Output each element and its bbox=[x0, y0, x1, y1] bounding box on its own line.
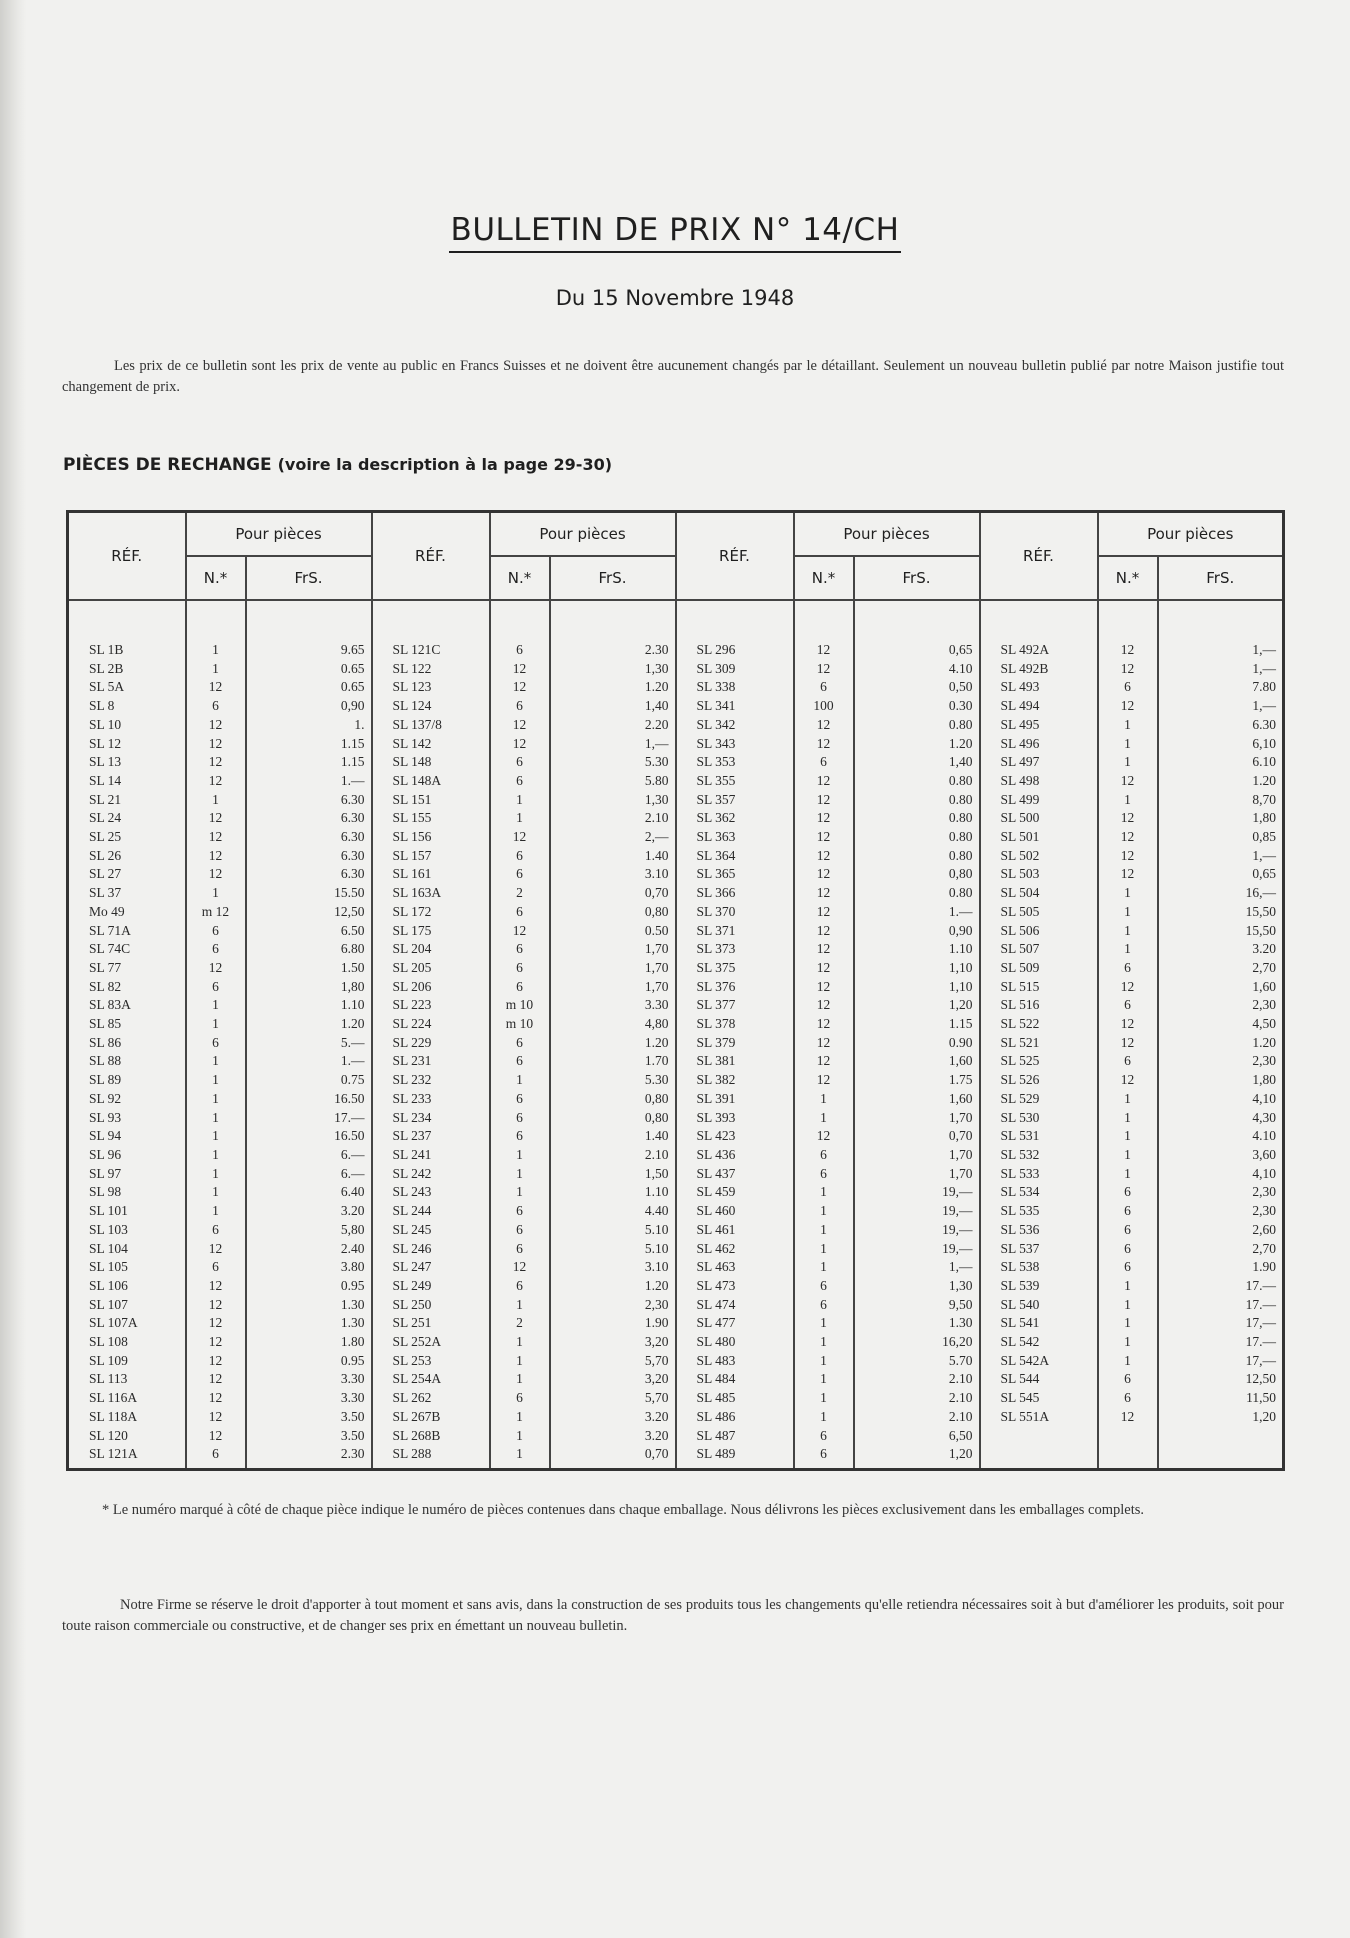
price-column-1: 9.65 0.65 0.65 0,90 1. 1.15 1.15 1.— 6.30 6.30 6.30 6.30 6.30 15.50 12,50 6.50 6.80 1.50 1,80 1.10 1.20 5.— 1.— 0.75 16.50 17.— 16.50 6.— 6.— 6.40 3.20 5,80 2.40 3.80 0.95 1.30 1.30 1.80 0.95 3.30 3.30 3.50 3.50 2.30 bbox=[246, 600, 372, 1469]
qty-column-3: 12 12 6 100 12 12 6 12 12 12 12 12 12 12 12 12 12 12 12 12 12 12 12 12 1 1 12 6 6 1 1 1 1 1 6 6 1 1 1 1 1 1 6 6 bbox=[794, 600, 854, 1469]
ref-header: RÉF. bbox=[372, 512, 490, 601]
qty-column-1: 1 1 12 6 12 12 12 12 1 12 12 12 12 1 m 12 6 6 12 6 1 1 6 1 1 1 1 1 1 1 1 1 6 12 6 12 12 12 12 12 12 12 12 12 6 bbox=[186, 600, 246, 1469]
page-date: Du 15 Novembre 1948 bbox=[555, 286, 795, 310]
ref-header: RÉF. bbox=[68, 512, 186, 601]
price-header: FrS. bbox=[246, 556, 372, 600]
section-title: PIÈCES DE RECHANGE bbox=[63, 455, 272, 475]
qty-column-2: 6 12 12 6 12 12 6 6 1 1 12 6 6 2 6 12 6 6 6 m 10 m 10 6 6 1 6 6 6 1 1 1 6 6 6 12 6 1 2 1 1 1 6 1 1 1 bbox=[490, 600, 550, 1469]
price-column-3: 0,65 4.10 0,50 0.30 0.80 1.20 1,40 0.80 0.80 0.80 0.80 0.80 0,80 0.80 1.— 0,90 1.10 1,10 1,10 1,20 1.15 0.90 1,60 1.75 1,60 1,70 0,70 1,70 1,70 19,— 19,— 19,— 19,— 1,— 1,30 9,50 1.30 16,20 5.70 2.10 2.10 2.10 6,50 1,20 bbox=[854, 600, 980, 1469]
ref-column-2: SL 121C SL 122 SL 123 SL 124 SL 137/8 SL 142 SL 148 SL 148A SL 151 SL 155 SL 156 SL 157 SL 161 SL 163A SL 172 SL 175 SL 204 SL 205 SL 206 SL 223 SL 224 SL 229 SL 231 SL 232 SL 233 SL 234 SL 237 SL 241 SL 242 SL 243 SL 244 SL 245 SL 246 SL 247 SL 249 SL 250 SL 251 SL 252A SL 253 SL 254A SL 262 SL 267B SL 268B SL 288 bbox=[372, 600, 490, 1469]
price-column-2: 2.30 1,30 1.20 1,40 2.20 1,— 5.30 5.80 1,30 2.10 2,— 1.40 3.10 0,70 0,80 0.50 1,70 1,70 1,70 3.30 4,80 1.20 1.70 5.30 0,80 0,80 1.40 2.10 1,50 1.10 4.40 5.10 5.10 3.10 1.20 2,30 1.90 3,20 5,70 3,20 5,70 3.20 3.20 0,70 bbox=[550, 600, 676, 1469]
ref-column-4: SL 492A SL 492B SL 493 SL 494 SL 495 SL 496 SL 497 SL 498 SL 499 SL 500 SL 501 SL 502 SL 503 SL 504 SL 505 SL 506 SL 507 SL 509 SL 515 SL 516 SL 522 SL 521 SL 525 SL 526 SL 529 SL 530 SL 531 SL 532 SL 533 SL 534 SL 535 SL 536 SL 537 SL 538 SL 539 SL 540 SL 541 SL 542 SL 542A SL 544 SL 545 SL 551A bbox=[980, 600, 1098, 1469]
qty-header: N.* bbox=[794, 556, 854, 600]
ref-header: RÉF. bbox=[676, 512, 794, 601]
section-heading bbox=[63, 455, 612, 475]
section-note: (voire la description à la page 29-30) bbox=[277, 455, 613, 474]
price-header: FrS. bbox=[550, 556, 676, 600]
ref-column-1: SL 1B SL 2B SL 5A SL 8 SL 10 SL 12 SL 13 SL 14 SL 21 SL 24 SL 25 SL 26 SL 27 SL 37 Mo 49 SL 71A SL 74C SL 77 SL 82 SL 83A SL 85 SL 86 SL 88 SL 89 SL 92 SL 93 SL 94 SL 96 SL 97 SL 98 SL 101 SL 103 SL 104 SL 105 SL 106 SL 107 SL 107A SL 108 SL 109 SL 113 SL 116A SL 118A SL 120 SL 121A bbox=[68, 600, 186, 1469]
ref-column-3: SL 296 SL 309 SL 338 SL 341 SL 342 SL 343 SL 353 SL 355 SL 357 SL 362 SL 363 SL 364 SL 365 SL 366 SL 370 SL 371 SL 373 SL 375 SL 376 SL 377 SL 378 SL 379 SL 381 SL 382 SL 391 SL 393 SL 423 SL 436 SL 437 SL 459 SL 460 SL 461 SL 462 SL 463 SL 473 SL 474 SL 477 SL 480 SL 483 SL 484 SL 485 SL 486 SL 487 SL 489 bbox=[676, 600, 794, 1469]
group-header: Pour pièces bbox=[490, 512, 676, 557]
price-header: FrS. bbox=[854, 556, 980, 600]
page-title: BULLETIN DE PRIX N° 14/CH bbox=[0, 212, 1350, 248]
qty-header: N.* bbox=[186, 556, 246, 600]
qty-column-4: 12 12 6 12 1 1 1 12 1 12 12 12 12 1 1 1 1 6 12 6 12 12 6 12 1 1 1 1 1 6 6 6 6 6 1 1 1 1 1 6 6 12 bbox=[1098, 600, 1158, 1469]
price-header: FrS. bbox=[1158, 556, 1284, 600]
group-header: Pour pièces bbox=[1098, 512, 1284, 557]
group-header: Pour pièces bbox=[186, 512, 372, 557]
qty-header: N.* bbox=[490, 556, 550, 600]
group-header: Pour pièces bbox=[794, 512, 980, 557]
footnote: * Le numéro marqué à côté de chaque pièce indique le numéro de pièces contenues dans chaque emballage. Nous délivrons les pièces exclusivement dans les emballages complets. bbox=[102, 1502, 1145, 1518]
price-table bbox=[66, 510, 1285, 1471]
ref-header: RÉF. bbox=[980, 512, 1098, 601]
legal-notice: Notre Firme se réserve le droit d'apporter à tout moment et sans avis, dans la construction de ses produits tous les changements qu'elle retiendra nécessaires soit à but d'améliorer les produits, soit pour toute raison commerciale ou constructive, et de changer ses prix en émettant un nouveau bulletin. bbox=[62, 1597, 1284, 1634]
table-body-row bbox=[68, 600, 1284, 1469]
intro-paragraph: Les prix de ce bulletin sont les prix de vente au public en Francs Suisses et ne doivent être aucunement changés par le détaillant. Seulement un nouveau bulletin publié par notre Maison justifie tout changement de prix. bbox=[62, 358, 1284, 395]
price-column-4: 1,— 1,— 7.80 1,— 6.30 6,10 6.10 1.20 8,70 1,80 0,85 1,— 0,65 16,— 15,50 15,50 3.20 2,70 1,60 2,30 4,50 1.20 2,30 1,80 4,10 4,30 4.10 3,60 4,10 2,30 2,30 2,60 2,70 1.90 17.— 17.— 17,— 17.— 17,— 12,50 11,50 1,20 bbox=[1158, 600, 1284, 1469]
qty-header: N.* bbox=[1098, 556, 1158, 600]
